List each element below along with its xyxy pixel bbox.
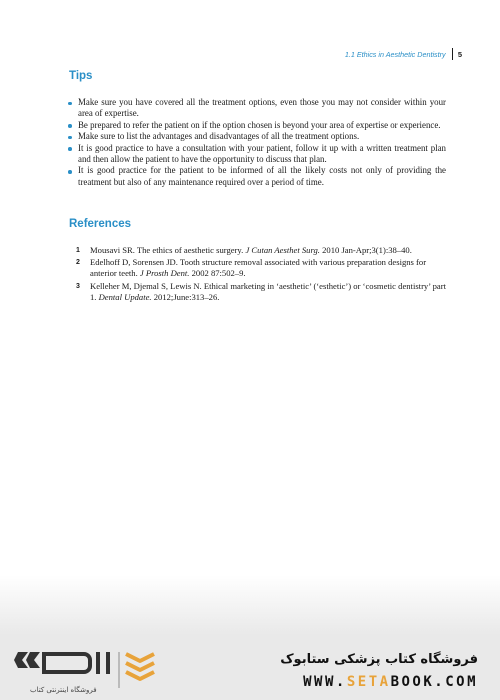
tips-heading: Tips <box>69 70 93 82</box>
tip-text: Make sure to list the advantages and disadvantages of all the treatment options. <box>78 131 360 142</box>
tip-item <box>68 120 446 131</box>
reference-details: 2012;June:313–26. <box>151 291 220 302</box>
reference-details: 2010 Jan-Apr;3(1):38–40. <box>319 245 412 255</box>
running-head <box>345 48 462 60</box>
references-heading: References <box>69 218 132 230</box>
bullet-icon <box>68 124 72 128</box>
tip-text: Be prepared to refer the patient on if the option chosen is beyond your area of expertise or experience. <box>78 119 441 130</box>
tip-text: Make sure you have covered all the treatment options, even those you may not consider within your area of expertise. <box>78 97 446 119</box>
references-list <box>76 245 446 304</box>
reference-item <box>76 257 446 279</box>
reference-journal: J Prosth Dent. <box>139 268 190 279</box>
page-number: 5 <box>457 49 462 59</box>
shop-url-highlight: SETA <box>346 674 391 690</box>
tips-list <box>68 97 446 188</box>
tip-item <box>68 165 446 188</box>
reference-number: 2 <box>76 259 80 267</box>
reference-authors-title: Mousavi SR. The ethics of aesthetic surgery. <box>90 245 246 255</box>
running-head-divider <box>452 48 453 60</box>
tip-text: It is good practice for the patient to be informed of all the likely costs not only of providing the treatment but also of any maintenance required over a period of time. <box>78 165 446 187</box>
tip-item <box>68 143 446 166</box>
shop-name: فروشگاه کتاب پزشکی ستابوک <box>280 652 478 667</box>
reference-details: 2002 87:502–9. <box>189 268 246 279</box>
bullet-icon <box>68 147 72 151</box>
reference-number: 1 <box>76 247 80 254</box>
running-head-chapter: 1.1 Ethics in Aesthetic Dentistry <box>344 49 446 59</box>
tip-item <box>68 131 446 142</box>
shop-url-suffix: BOOK.COM <box>390 674 478 690</box>
reference-journal: J Cutan Aesthet Surg. <box>245 245 320 255</box>
logo-subtitle: فروشگاه اینترنتی کتاب <box>30 686 97 694</box>
reference-journal: Dental Update. <box>98 291 152 302</box>
reference-item <box>76 245 446 256</box>
shop-url <box>303 674 478 690</box>
reference-item <box>76 281 446 303</box>
reference-number: 3 <box>76 282 80 290</box>
bullet-icon <box>68 102 72 106</box>
tip-item <box>68 97 446 120</box>
footer-fade <box>0 575 500 635</box>
bullet-icon <box>68 136 72 140</box>
tip-text: It is good practice to have a consultation with your patient, follow it up with a written treatment plan and then allow the patient to have the opportunity to discuss that plan. <box>78 142 446 165</box>
shop-url-prefix: WWW. <box>303 674 347 690</box>
reference-authors-title: Kelleher M, Djemal S, Lewis N. Ethical marketing in ‘aesthetic’ (‘esthetic’) or ‘cosmetic dentistry’ part 1. <box>90 280 446 302</box>
reference-authors-title: Edelhoff D, Sorensen JD. Tooth structure removal associated with various preparation designs for anterior teeth. <box>90 257 427 279</box>
bullet-icon <box>68 170 72 174</box>
